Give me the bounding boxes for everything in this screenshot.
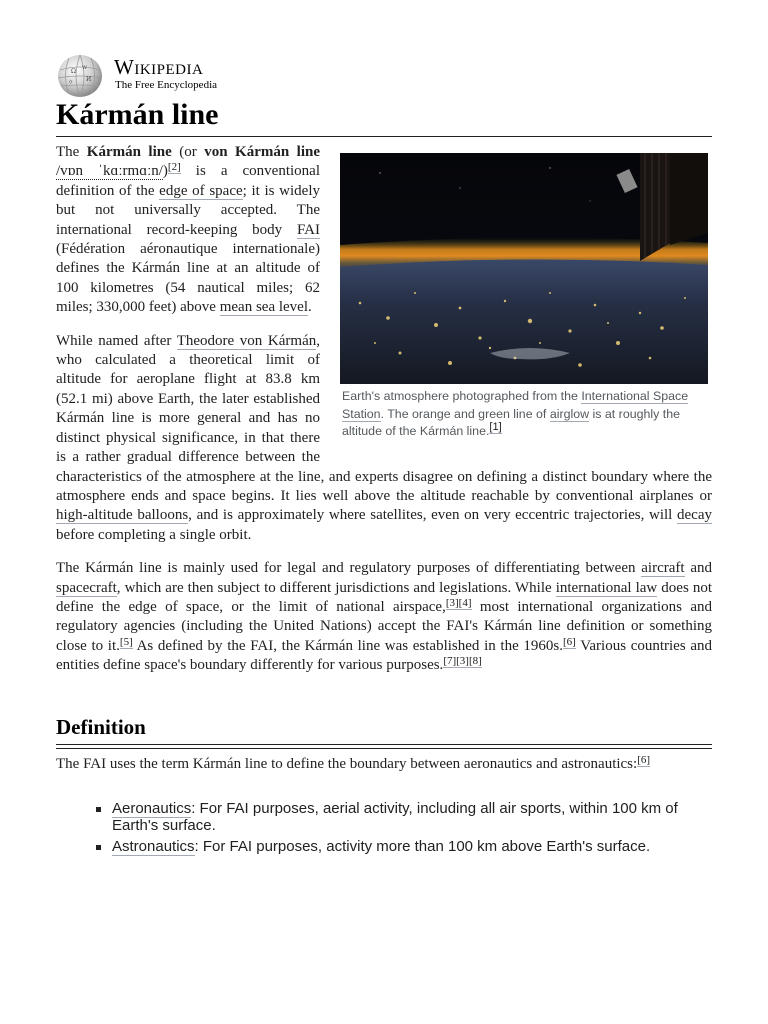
list-item <box>96 838 682 856</box>
citation-link[interactable]: [7] <box>443 655 457 668</box>
link-edge-of-space[interactable]: edge of space <box>159 182 243 199</box>
citation-link[interactable]: [3] <box>456 655 469 668</box>
caption-text: is at roughly the altitude of the Kármán line. <box>342 406 680 438</box>
list-item <box>96 800 682 835</box>
bold-term: Kármán line <box>86 144 172 160</box>
bold-term: von Kármán line <box>204 144 321 160</box>
citation-link[interactable]: [4] <box>458 596 472 609</box>
paragraph-text: The Kármán line is mainly used for legal and regulatory purposes of differentiating between <box>56 560 642 577</box>
link-aeronautics[interactable]: Aeronautics <box>112 799 192 817</box>
link-orbital-decay[interactable]: decay <box>677 507 712 524</box>
link-spacecraft[interactable]: spacecraft <box>56 579 117 596</box>
paragraph-text: , who calculated a theoretical limit of altitude for aeroplane flight at 83.8 km (52.1 mi) above Earth, the later established Kármán line is more general and has no distinct physical significance, in that there is a rather gradual difference between the characteristics of the atmosphere at the line, and experts disagree on defining a distinct boundary where the atmosphere ends and space begins. It lies well above the altitude reachable by conventional airplanes or <box>56 332 712 504</box>
paragraph-text: While named after <box>56 332 177 349</box>
caption-text: . The orange and green line of <box>380 406 550 421</box>
paragraph-text: ) <box>162 163 168 180</box>
paragraph-text: and <box>684 560 712 577</box>
citation-link[interactable]: [6] <box>637 753 651 766</box>
figure-caption <box>340 388 712 441</box>
paragraph-text: Various countries and entities define space's boundary differently for various purposes. <box>56 637 712 674</box>
link-aircraft[interactable]: aircraft <box>641 560 685 577</box>
article-figure <box>340 153 712 441</box>
paragraph-text: does not define the edge of space, or the limit of national airspace, <box>56 579 712 615</box>
paragraph-text: (or <box>171 144 205 160</box>
svg-text:И: И <box>86 76 92 83</box>
citation-link[interactable]: [1] <box>489 421 502 433</box>
svg-text:Ω: Ω <box>71 68 76 75</box>
link-theodore-von-karman[interactable]: Theodore von Kármán <box>176 332 317 349</box>
paragraph-text: ; it is widely but not universally accepted. The international record-keeping body <box>56 182 320 238</box>
citation-link[interactable]: [8] <box>468 655 482 668</box>
definition-list <box>56 800 712 856</box>
link-airglow[interactable]: airglow <box>549 406 590 421</box>
paragraph-text: most international organizations and regulatory agencies (including the United Nations) accept the FAI's Kármán line definition or something close to it. <box>56 598 712 654</box>
link-fai[interactable]: FAI <box>296 221 320 238</box>
link-astronautics[interactable]: Astronautics <box>112 837 195 855</box>
site-tagline: The Free Encyclopedia <box>115 79 218 91</box>
page-title: Kármán line <box>56 96 712 137</box>
site-name: Wikipedia <box>114 55 204 79</box>
section-divider <box>56 748 712 749</box>
ipa-pronunciation[interactable]: /vɒn ˈkɑːrmɑːn/ <box>56 163 163 180</box>
link-international-space-station[interactable]: International Space Station <box>342 389 689 421</box>
link-international-law[interactable]: international law <box>555 579 658 596</box>
caption-text: Earth's atmosphere photographed from the <box>342 389 582 403</box>
earth-atmosphere-photo[interactable] <box>340 153 708 384</box>
paragraph-text: , which are then subject to different jurisdictions and legislations. While <box>116 579 556 596</box>
bullet-icon <box>96 845 101 850</box>
link-mean-sea-level[interactable]: mean sea level <box>219 299 309 316</box>
link-high-altitude-balloons[interactable]: high-altitude balloons <box>56 507 189 524</box>
paragraph-text: The FAI uses the term Kármán line to define the boundary between aeronautics and astronautics: <box>56 755 638 772</box>
citation-link[interactable]: [5] <box>119 635 133 648</box>
article-body <box>56 143 712 858</box>
list-item-text: : For FAI purposes, aerial activity, including all air sports, within 100 km of Earth's surface. <box>112 799 678 835</box>
intro-paragraph-3 <box>56 559 712 675</box>
citation-link[interactable]: [2] <box>167 161 181 174</box>
paragraph-text: before completing a single orbit. <box>56 526 252 543</box>
svg-text:ウ: ウ <box>68 80 74 86</box>
svg-text:W: W <box>82 65 88 71</box>
wikipedia-globe-logo[interactable] <box>56 54 104 98</box>
paragraph-text: As defined by the FAI, the Kármán line was established in the 1960s. <box>132 637 563 654</box>
bullet-icon <box>96 807 101 812</box>
wikipedia-wordmark[interactable] <box>114 55 217 91</box>
paragraph-text: (Fédération aéronautique internationale) defines the Kármán line at an altitude of 100 kilometres (54 nautical miles; 62 miles; 330,000 feet) above <box>56 241 320 316</box>
paragraph-text: is a conventional definition of the <box>56 163 320 199</box>
paragraph-text: , and is approximately where satellites, even on very eccentric trajectories, will <box>188 507 678 524</box>
citation-link[interactable]: [3] <box>445 596 459 609</box>
paragraph-text: The <box>56 144 87 160</box>
paragraph-text: . <box>308 299 312 316</box>
definition-paragraph <box>56 755 712 774</box>
section-heading-definition: Definition <box>56 714 712 745</box>
list-item-text: : For FAI purposes, activity more than 100 km above Earth's surface. <box>194 837 651 855</box>
citation-link[interactable]: [6] <box>562 635 576 648</box>
